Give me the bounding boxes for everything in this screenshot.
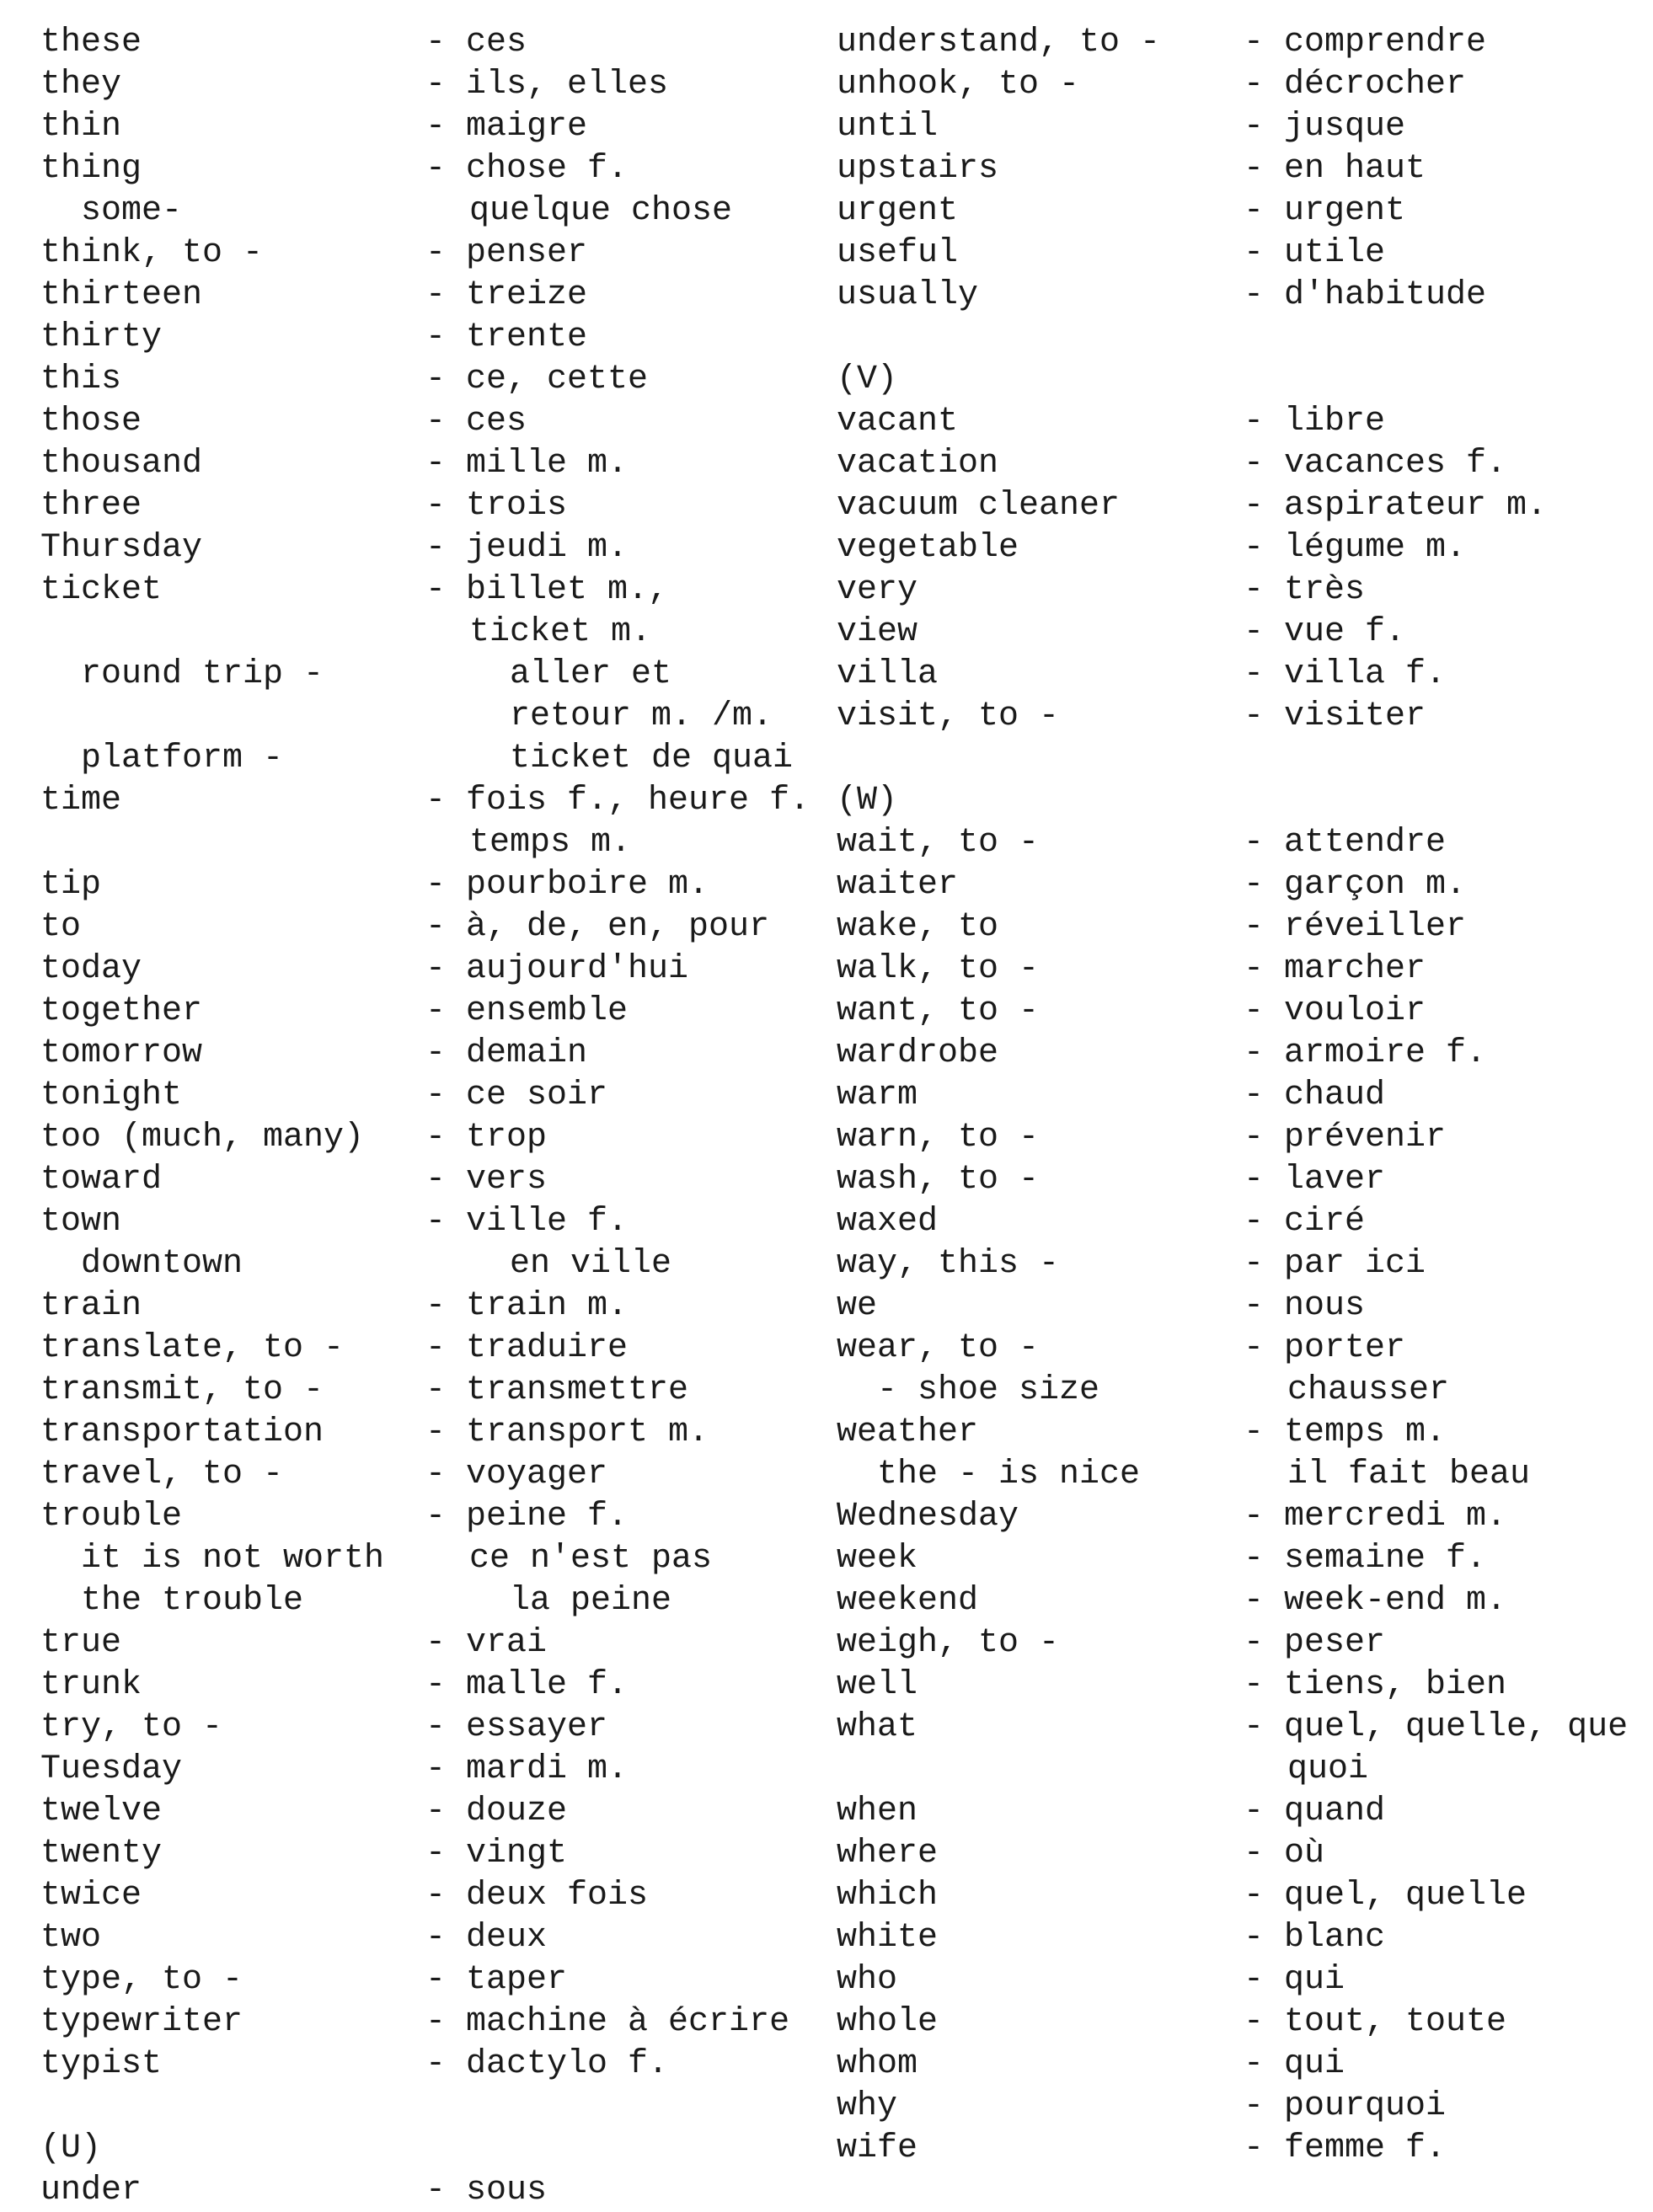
english-term: useful	[837, 234, 959, 272]
french-translation: - traduire	[425, 1329, 629, 1367]
french-translation: - temps m.	[1244, 1413, 1447, 1451]
english-term: wear, to -	[837, 1329, 1040, 1367]
english-term: understand, to -	[837, 24, 1161, 61]
english-term: vacuum cleaner	[837, 487, 1121, 525]
english-term: - shoe size	[877, 1371, 1100, 1409]
french-translation: - vers	[425, 1161, 548, 1199]
english-term: town	[40, 1203, 122, 1241]
english-term: typewriter	[40, 2003, 243, 2041]
english-term: three	[40, 487, 142, 525]
english-term: too (much, many)	[40, 1119, 365, 1157]
french-translation: - libre	[1244, 403, 1386, 441]
french-column-u-w	[1244, 22, 1648, 2170]
english-term: visit, to -	[837, 697, 1060, 735]
english-term: why	[837, 2087, 898, 2125]
french-translation: - ce soir	[425, 1077, 608, 1114]
french-translation: - visiter	[1244, 697, 1426, 735]
english-term: (W)	[837, 782, 898, 820]
french-translation: - tiens, bien	[1244, 1666, 1507, 1704]
english-term: where	[837, 1835, 939, 1873]
french-translation: - trop	[425, 1119, 548, 1157]
english-term: weather	[837, 1413, 979, 1451]
english-term: wardrobe	[837, 1034, 999, 1072]
french-translation: - blanc	[1244, 1919, 1386, 1957]
english-term: platform -	[81, 740, 284, 777]
french-translation: - ville f.	[425, 1203, 629, 1241]
english-term: today	[40, 950, 142, 988]
french-translation: - ce, cette	[425, 361, 649, 398]
english-term: transportation	[40, 1413, 324, 1451]
english-term: time	[40, 782, 122, 820]
english-term: downtown	[81, 1245, 243, 1283]
english-term: travel, to -	[40, 1456, 284, 1493]
english-term: tonight	[40, 1077, 183, 1114]
english-term: weigh, to -	[837, 1624, 1060, 1662]
french-translation: - transmettre	[425, 1371, 689, 1409]
english-term: vacation	[837, 445, 999, 483]
english-term: we	[837, 1287, 878, 1325]
french-translation: - comprendre	[1244, 24, 1487, 61]
french-translation: - en haut	[1244, 150, 1426, 188]
french-translation: chausser	[1287, 1371, 1450, 1409]
english-term: vacant	[837, 403, 959, 441]
french-translation: - penser	[425, 234, 588, 272]
french-translation: - trois	[425, 487, 568, 525]
english-term: warn, to -	[837, 1119, 1040, 1157]
french-translation: - deux	[425, 1919, 548, 1957]
french-translation: - jusque	[1244, 108, 1406, 146]
french-translation: - mille m.	[425, 445, 629, 483]
blank-line	[40, 612, 420, 654]
french-translation: - laver	[1244, 1161, 1386, 1199]
english-term: urgent	[837, 192, 959, 230]
english-term: those	[40, 403, 142, 441]
english-term: whom	[837, 2045, 918, 2083]
english-term: some-	[81, 192, 183, 230]
french-translation: - par ici	[1244, 1245, 1426, 1283]
french-translation: - qui	[1244, 2045, 1345, 2083]
french-translation: - marcher	[1244, 950, 1426, 988]
french-translation: - quand	[1244, 1793, 1386, 1830]
french-translation: - quel, quelle	[1244, 1877, 1527, 1915]
english-term: twice	[40, 1877, 142, 1915]
french-translation: - maigre	[425, 108, 588, 146]
french-translation: - vue f.	[1244, 613, 1406, 651]
french-translation: - demain	[425, 1034, 588, 1072]
french-translation: - réveiller	[1244, 908, 1467, 946]
english-term: want, to -	[837, 992, 1040, 1030]
french-column-t-u	[425, 22, 830, 2212]
french-translation: - d'habitude	[1244, 276, 1487, 314]
french-translation: - villa f.	[1244, 655, 1447, 693]
english-term: warm	[837, 1077, 918, 1114]
french-translation: - train m.	[425, 1287, 629, 1325]
french-translation: - treize	[425, 276, 588, 314]
french-translation: - utile	[1244, 234, 1386, 272]
english-term: thousand	[40, 445, 203, 483]
french-translation: - voyager	[425, 1456, 608, 1493]
english-term: it is not worth	[81, 1540, 385, 1578]
french-translation: - aujourd'hui	[425, 950, 689, 988]
english-column-t-u	[40, 22, 420, 2212]
english-term: upstairs	[837, 150, 999, 188]
french-translation: - prévenir	[1244, 1119, 1447, 1157]
french-translation: - malle f.	[425, 1666, 629, 1704]
english-term: twenty	[40, 1835, 163, 1873]
english-column-u-w	[837, 22, 1237, 2170]
french-translation: ticket de quai	[510, 740, 794, 777]
french-translation: - décrocher	[1244, 66, 1467, 104]
french-translation: - très	[1244, 571, 1366, 609]
french-translation: - qui	[1244, 1961, 1345, 1999]
english-term: under	[40, 2172, 142, 2209]
english-term: waiter	[837, 866, 959, 904]
english-term: who	[837, 1961, 898, 1999]
english-term: Tuesday	[40, 1750, 183, 1788]
english-term: usually	[837, 276, 979, 314]
english-term: until	[837, 108, 939, 146]
english-term: this	[40, 361, 122, 398]
english-term: two	[40, 1919, 102, 1957]
french-translation: - vacances f.	[1244, 445, 1507, 483]
english-term: vegetable	[837, 529, 1019, 567]
french-translation: - dactylo f.	[425, 2045, 669, 2083]
french-translation: ticket m.	[469, 613, 652, 651]
french-translation: - femme f.	[1244, 2129, 1447, 2167]
blank-line	[40, 696, 420, 738]
english-term: Wednesday	[837, 1498, 1019, 1536]
english-term: what	[837, 1708, 918, 1746]
english-term: trouble	[40, 1498, 183, 1536]
french-translation: quelque chose	[469, 192, 733, 230]
french-translation: - mercredi m.	[1244, 1498, 1507, 1536]
english-term: these	[40, 24, 142, 61]
french-translation: temps m.	[469, 824, 632, 862]
english-term: the - is nice	[877, 1456, 1141, 1493]
english-term: (U)	[40, 2129, 102, 2167]
french-translation: - ensemble	[425, 992, 629, 1030]
english-term: the trouble	[81, 1582, 304, 1620]
blank-line	[425, 2086, 830, 2128]
english-term: ticket	[40, 571, 163, 609]
english-term: walk, to -	[837, 950, 1040, 988]
french-translation: - ciré	[1244, 1203, 1366, 1241]
french-translation: - peine f.	[425, 1498, 629, 1536]
blank-line	[1244, 780, 1648, 822]
english-term: villa	[837, 655, 939, 693]
french-translation: - week-end m.	[1244, 1582, 1507, 1620]
blank-line	[837, 1749, 1237, 1791]
french-translation: il fait beau	[1287, 1456, 1531, 1493]
french-translation: - armoire f.	[1244, 1034, 1487, 1072]
french-translation: - pourquoi	[1244, 2087, 1447, 2125]
english-term: Thursday	[40, 529, 203, 567]
blank-line	[837, 317, 1237, 359]
english-term: when	[837, 1793, 918, 1830]
english-term: true	[40, 1624, 122, 1662]
french-translation: - ces	[425, 403, 527, 441]
english-term: wash, to -	[837, 1161, 1040, 1199]
french-translation: - pourboire m.	[425, 866, 709, 904]
blank-line	[1244, 738, 1648, 780]
blank-line	[1244, 359, 1648, 401]
english-term: view	[837, 613, 918, 651]
french-translation: - ils, elles	[425, 66, 669, 104]
english-term: very	[837, 571, 918, 609]
french-translation: la peine	[510, 1582, 672, 1620]
french-translation: - nous	[1244, 1287, 1366, 1325]
english-term: typist	[40, 2045, 163, 2083]
english-term: translate, to -	[40, 1329, 345, 1367]
english-term: waxed	[837, 1203, 939, 1241]
english-term: they	[40, 66, 122, 104]
english-term: try, to -	[40, 1708, 223, 1746]
french-translation: - porter	[1244, 1329, 1406, 1367]
french-translation: - légume m.	[1244, 529, 1467, 567]
french-translation: - vingt	[425, 1835, 568, 1873]
english-term: thin	[40, 108, 122, 146]
french-translation: - transport m.	[425, 1413, 709, 1451]
blank-line	[40, 2086, 420, 2128]
french-translation: - taper	[425, 1961, 568, 1999]
french-translation: - mardi m.	[425, 1750, 629, 1788]
english-term: trunk	[40, 1666, 142, 1704]
french-translation: en ville	[510, 1245, 672, 1283]
english-term: think, to -	[40, 234, 264, 272]
english-term: together	[40, 992, 203, 1030]
english-term: tomorrow	[40, 1034, 203, 1072]
french-translation: - semaine f.	[1244, 1540, 1487, 1578]
blank-line	[425, 2128, 830, 2170]
french-translation: - fois f., heure f.	[425, 782, 810, 820]
french-translation: - trente	[425, 318, 588, 356]
blank-line	[40, 822, 420, 864]
english-term: type, to -	[40, 1961, 243, 1999]
english-term: tip	[40, 866, 102, 904]
french-translation: aller et	[510, 655, 672, 693]
french-translation: - attendre	[1244, 824, 1447, 862]
french-translation: - sous	[425, 2172, 548, 2209]
english-term: toward	[40, 1161, 163, 1199]
french-translation: - jeudi m.	[425, 529, 629, 567]
french-translation: - tout, toute	[1244, 2003, 1507, 2041]
french-translation: - vouloir	[1244, 992, 1426, 1030]
french-translation: - garçon m.	[1244, 866, 1467, 904]
english-term: wake, to	[837, 908, 999, 946]
english-term: which	[837, 1877, 939, 1915]
french-translation: - quel, quelle, que	[1244, 1708, 1629, 1746]
english-term: whole	[837, 2003, 939, 2041]
french-translation: quoi	[1287, 1750, 1369, 1788]
french-translation: - aspirateur m.	[1244, 487, 1548, 525]
french-translation: - à, de, en, pour	[425, 908, 770, 946]
english-term: way, this -	[837, 1245, 1060, 1283]
english-term: round trip -	[81, 655, 324, 693]
french-translation: - peser	[1244, 1624, 1386, 1662]
french-translation: - essayer	[425, 1708, 608, 1746]
french-translation: - machine à écrire	[425, 2003, 790, 2041]
english-term: twelve	[40, 1793, 163, 1830]
blank-line	[837, 738, 1237, 780]
french-translation: - vrai	[425, 1624, 548, 1662]
english-term: week	[837, 1540, 918, 1578]
english-term: thing	[40, 150, 142, 188]
english-term: thirty	[40, 318, 163, 356]
french-translation: - billet m.,	[425, 571, 669, 609]
english-term: white	[837, 1919, 939, 1957]
english-term: wait, to -	[837, 824, 1040, 862]
blank-line	[1244, 317, 1648, 359]
english-term: to	[40, 908, 82, 946]
french-translation: - chose f.	[425, 150, 629, 188]
english-term: unhook, to -	[837, 66, 1080, 104]
french-translation: - deux fois	[425, 1877, 649, 1915]
french-translation: - où	[1244, 1835, 1325, 1873]
french-translation: - ces	[425, 24, 527, 61]
english-term: transmit, to -	[40, 1371, 324, 1409]
english-term: train	[40, 1287, 142, 1325]
english-term: (V)	[837, 361, 898, 398]
french-translation: - chaud	[1244, 1077, 1386, 1114]
french-translation: - douze	[425, 1793, 568, 1830]
french-translation: ce n'est pas	[469, 1540, 713, 1578]
french-translation: retour m. /m.	[510, 697, 773, 735]
english-term: well	[837, 1666, 918, 1704]
english-term: wife	[837, 2129, 918, 2167]
english-term: weekend	[837, 1582, 979, 1620]
english-term: thirteen	[40, 276, 203, 314]
french-translation: - urgent	[1244, 192, 1406, 230]
